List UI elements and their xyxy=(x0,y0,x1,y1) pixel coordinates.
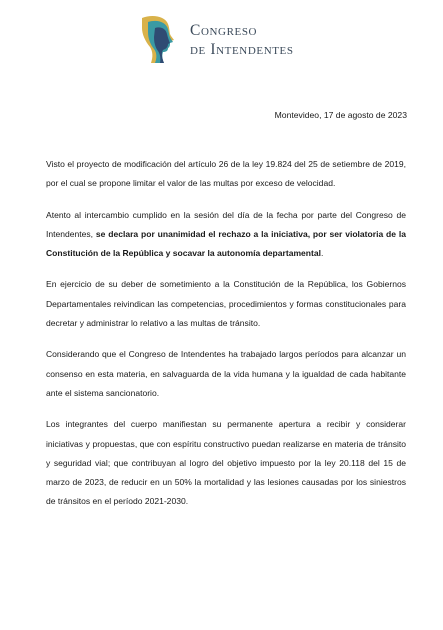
paragraph-atento-intro: Atento al intercambio cumplido en la sesión del día de la fecha por parte del Congreso de Intendentes, xyxy=(46,209,406,239)
paragraph-atento-end: . xyxy=(321,248,324,259)
paragraph-visto: Visto el proyecto de modificación del artículo 26 de la ley 19.824 del 25 de setiembre de 2019, por el cual se propone limitar el valor de las multas por exceso de velocidad. xyxy=(46,159,406,189)
resolution-statement: se declara por unanimidad el rechazo a la iniciativa, por ser violatoria de la Constitución de la República y socavar la autonomía departamental xyxy=(46,228,406,259)
paragraph-considerando: Considerando que el Congreso de Intendentes ha trabajado largos períodos para alcanzar un consenso en esta materia, en salvaguarda de la vida humana y la igualdad de cada habitante ante el sistema sancionatorio. xyxy=(46,349,406,398)
paragraph-ejercicio: En ejercicio de su deber de sometimiento a la Constitución de la República, los Gobiernos Departamentales reivindican las competencias, procedimientos y formas constitucionales para decretar y administrar lo relativo a las multas de tránsito. xyxy=(46,279,406,329)
document-date: Montevideo, 17 de agosto de 2023 xyxy=(274,110,407,120)
letterhead xyxy=(138,14,318,64)
paragraph-integrantes: Los integrantes del cuerpo manifiestan su permanente apertura a recibir y considerar iniciativas y propuestas, que con espíritu constructivo puedan realizarse en materia de tránsito y seguridad vial; que contribuyan al logro del objetivo impuesto por la ley 20.118 del 15 de marzo de 2023, de reducir en un 50% la mortalidad y las lesiones causadas por los siniestros de tránsitos en el período 2021-2030. xyxy=(46,419,406,507)
document-body xyxy=(46,155,406,512)
congress-logo-icon xyxy=(138,14,186,64)
paragraph-atento xyxy=(46,206,406,264)
organization-name-line1: Congreso xyxy=(190,22,258,39)
organization-name-line2: de Intendentes xyxy=(190,41,294,58)
